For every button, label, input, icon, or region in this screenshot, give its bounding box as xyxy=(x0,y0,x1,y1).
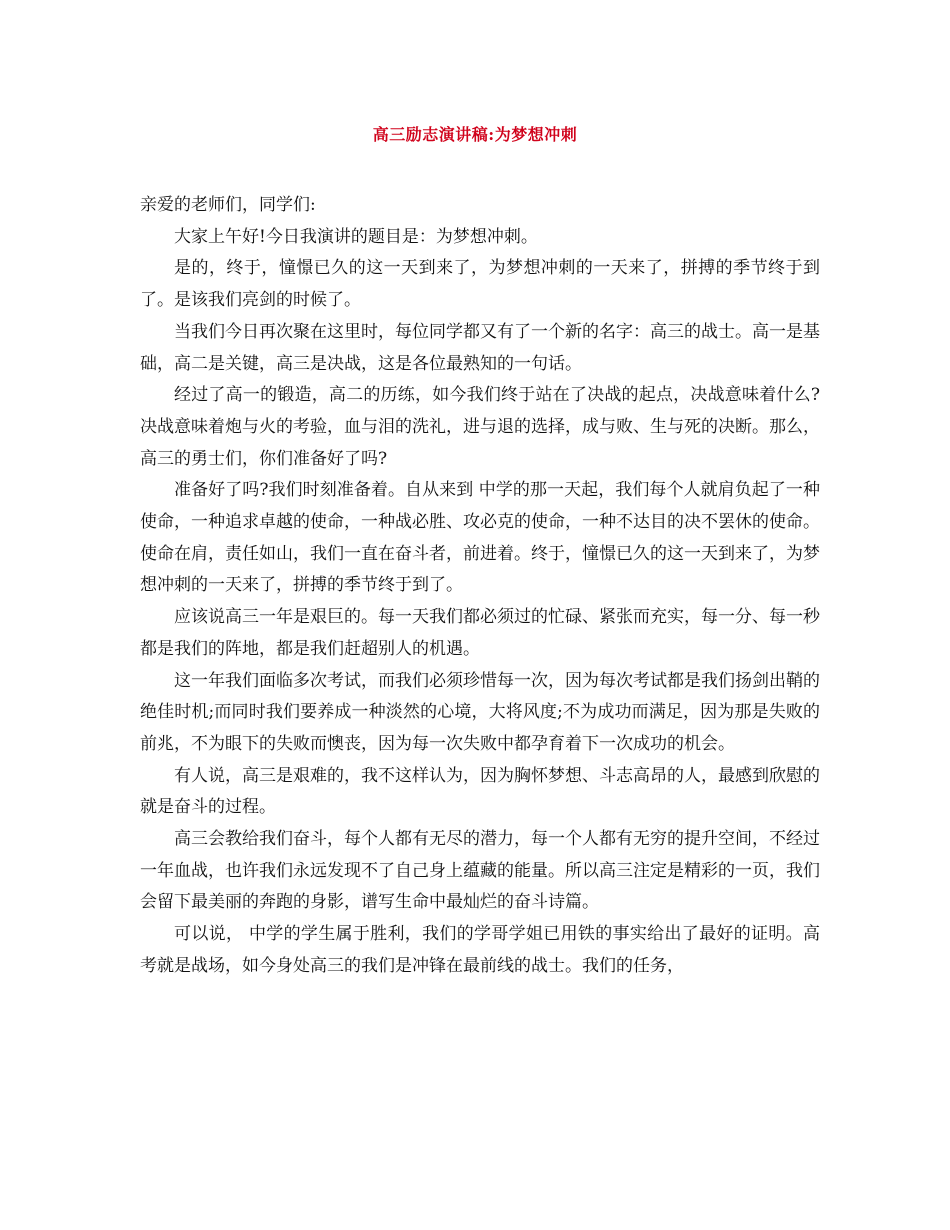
paragraph: 这一年我们面临多次考试，而我们必须珍惜每一次，因为每次考试都是我们扬剑出鞘的绝佳时机;而同时我们要养成一种淡然的心境，大将风度;不为成功而满足，因为那是失败的前兆，不为眼下的失败而懊丧，因为每一次失败中都孕育着下一次成功的机会。 xyxy=(140,670,820,754)
paragraph: 可以说， 中学的学生属于胜利，我们的学哥学姐已用铁的事实给出了最好的证明。高考就是战场，如今身处高三的我们是冲锋在最前线的战士。我们的任务， xyxy=(140,924,820,976)
paragraph: 高三会教给我们奋斗，每个人都有无尽的潜力，每一个人都有无穷的提升空间，不经过一年血战，也许我们永远发现不了自己身上蕴藏的能量。所以高三注定是精彩的一页，我们会留下最美丽的奔跑的身影，谱写生命中最灿烂的奋斗诗篇。 xyxy=(140,829,820,913)
document-title: 高三励志演讲稿:为梦想冲刺 xyxy=(372,125,578,144)
paragraph: 应该说高三一年是艰巨的。每一天我们都必须过的忙碌、紧张而充实，每一分、每一秒都是我们的阵地，都是我们赶超别人的机遇。 xyxy=(140,607,820,659)
paragraph: 当我们今日再次聚在这里时，每位同学都又有了一个新的名字：高三的战士。高一是基础，高二是关键，高三是决战，这是各位最熟知的一句话。 xyxy=(140,321,820,374)
salutation: 亲爱的老师们，同学们: xyxy=(140,195,316,215)
paragraph: 是的，终于，憧憬已久的这一天到来了，为梦想冲刺的一天来了，拼搏的季节终于到了。是该我们亮剑的时候了。 xyxy=(140,258,820,311)
paragraph: 准备好了吗?我们时刻准备着。自从来到 中学的那一天起，我们每个人就肩负起了一种使命，一种追求卓越的使命，一种战必胜、攻必克的使命，一种不达目的决不罢休的使命。使命在肩，责任如山，我们一直在奋斗者，前进着。终于，憧憬已久的这一天到来了，为梦想冲刺的一天来了，拼搏的季节终于到了。 xyxy=(140,480,820,596)
document-body xyxy=(140,190,820,983)
paragraph: 有人说，高三是艰难的，我不这样认为，因为胸怀梦想、斗志高昂的人，最感到欣慰的就是奋斗的过程。 xyxy=(140,765,820,818)
paragraph: 大家上午好!今日我演讲的题目是：为梦想冲刺。 xyxy=(174,226,538,247)
paragraph: 经过了高一的锻造，高二的历练，如今我们终于站在了决战的起点，决战意味着什么?决战意味着炮与火的考验，血与泪的洗礼，进与退的选择，成与败、生与死的决断。那么，高三的勇士们，你们准备好了吗? xyxy=(140,385,820,469)
